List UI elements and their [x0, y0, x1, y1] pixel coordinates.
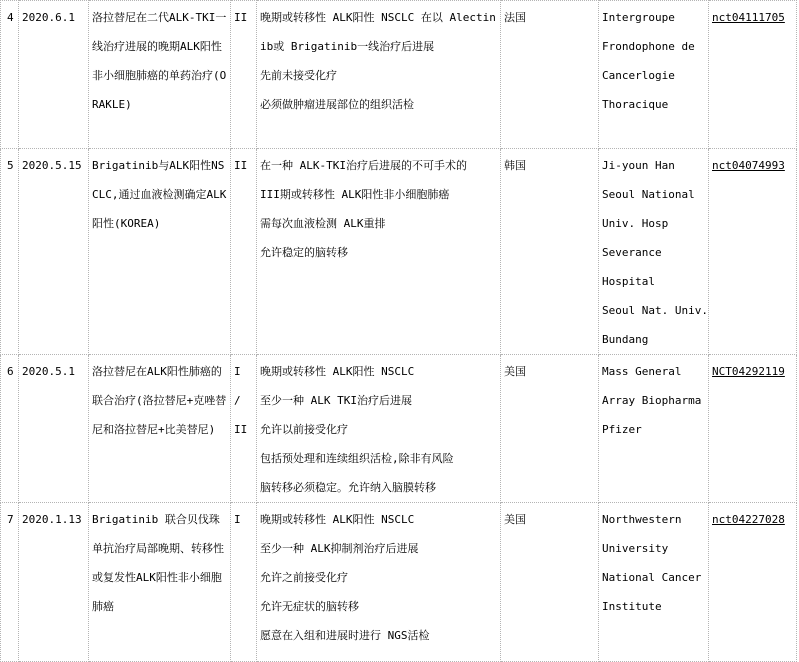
sponsor-cell — [599, 355, 709, 503]
criteria-line: 需每次血液检测 ALK重排 — [260, 217, 386, 230]
sponsor-cell — [599, 149, 709, 355]
criteria-line: 在一种 ALK-TKI治疗后进展的不可手术的 — [260, 159, 467, 172]
country-cell — [501, 355, 599, 503]
nct-link[interactable]: NCT04292119 — [712, 365, 785, 378]
sponsor-line: Seoul Nat. Univ. — [602, 304, 708, 317]
trial-country: 法国 — [504, 11, 526, 24]
criteria-line: 晚期或转移性 ALK阳性 NSCLC — [260, 365, 415, 378]
criteria-cell — [257, 355, 501, 503]
nct-link[interactable]: nct04111705 — [712, 11, 785, 24]
sponsor-line: Institute — [602, 600, 662, 613]
title-cell — [89, 149, 231, 355]
trial-phase: I — [234, 513, 241, 526]
criteria-line: 至少一种 ALK抑制剂治疗后进展 — [260, 542, 419, 555]
country-cell — [501, 149, 599, 355]
sponsor-line: National Cancer — [602, 571, 702, 584]
sponsor-line: Thoracique — [602, 98, 669, 111]
nct-link[interactable]: nct04227028 — [712, 513, 785, 526]
nct-cell — [709, 1, 797, 149]
date-cell — [19, 355, 89, 503]
table-row — [1, 355, 797, 503]
criteria-line: 愿意在入组和进展时进行 NGS活检 — [260, 629, 430, 642]
sponsor-line: Severance — [602, 246, 662, 259]
trial-country: 韩国 — [504, 159, 526, 172]
phase-cell — [231, 149, 257, 355]
phase-cell — [231, 503, 257, 662]
row-number-cell — [1, 1, 19, 149]
criteria-cell — [257, 1, 501, 149]
trial-phase: I / II — [234, 365, 248, 436]
criteria-line: 允许以前接受化疗 — [260, 423, 348, 436]
nct-cell — [709, 355, 797, 503]
trial-phase: II — [234, 159, 248, 172]
trial-title: 洛拉替尼在ALK阳性肺癌的联合治疗(洛拉替尼+克唑替尼和洛拉替尼+比美替尼) — [92, 365, 227, 436]
criteria-line: 允许无症状的脑转移 — [260, 600, 359, 613]
row-number: 7 — [7, 513, 14, 526]
criteria-line: 必须做肿瘤进展部位的组织活检 — [260, 98, 414, 111]
table-body — [1, 1, 797, 662]
trial-title: Brigatinib与ALK阳性NSCLC,通过血液检测确定ALK阳性(KOREA) — [92, 159, 227, 230]
nct-cell — [709, 149, 797, 355]
date-cell — [19, 503, 89, 662]
criteria-line: 晚期或转移性 ALK阳性 NSCLC — [260, 513, 415, 526]
trial-title: Brigatinib 联合贝伐珠单抗治疗局部晚期、转移性或复发性ALK阳性非小细胞肺癌 — [92, 513, 224, 613]
sponsor-line: Northwestern — [602, 513, 682, 526]
nct-link[interactable]: nct04074993 — [712, 159, 785, 172]
sponsor-line: Ji-youn Han — [602, 159, 675, 172]
country-cell — [501, 503, 599, 662]
table-row — [1, 1, 797, 149]
criteria-cell — [257, 149, 501, 355]
criteria-line: 包括预处理和连续组织活检,除非有风险 — [260, 452, 454, 465]
date-cell — [19, 1, 89, 149]
sponsor-line: Frondophone de — [602, 40, 695, 53]
row-number-cell — [1, 149, 19, 355]
trial-country: 美国 — [504, 513, 526, 526]
row-number-cell — [1, 503, 19, 662]
sponsor-line: Cancerlogie — [602, 69, 675, 82]
criteria-line: 脑转移必须稳定。允许纳入脑膜转移 — [260, 481, 436, 494]
criteria-line: 至少一种 ALK TKI治疗后进展 — [260, 394, 412, 407]
criteria-line: 允许之前接受化疗 — [260, 571, 348, 584]
criteria-line: III期或转移性 ALK阳性非小细胞肺癌 — [260, 188, 450, 201]
trial-title: 洛拉替尼在二代ALK-TKI一线治疗进展的晚期ALK阳性非小细胞肺癌的单药治疗(ORAKLE) — [92, 11, 227, 111]
table-row — [1, 149, 797, 355]
criteria-line: 先前未接受化疗 — [260, 69, 337, 82]
table-row — [1, 503, 797, 662]
trial-date: 2020.1.13 — [22, 513, 82, 526]
sponsor-line: Seoul National — [602, 188, 695, 201]
sponsor-line: Array Biopharma — [602, 394, 702, 407]
title-cell — [89, 1, 231, 149]
trial-country: 美国 — [504, 365, 526, 378]
sponsor-line: Hospital — [602, 275, 655, 288]
sponsor-line: Bundang — [602, 333, 649, 346]
country-cell — [501, 1, 599, 149]
sponsor-line: Univ. Hosp — [602, 217, 669, 230]
trial-date: 2020.5.15 — [22, 159, 82, 172]
sponsor-line: Mass General — [602, 365, 682, 378]
sponsor-cell — [599, 1, 709, 149]
nct-cell — [709, 503, 797, 662]
row-number: 5 — [7, 159, 14, 172]
date-cell — [19, 149, 89, 355]
sponsor-line: Intergroupe — [602, 11, 675, 24]
row-number: 4 — [7, 11, 14, 24]
row-number: 6 — [7, 365, 14, 378]
phase-cell — [231, 355, 257, 503]
phase-cell — [231, 1, 257, 149]
row-number-cell — [1, 355, 19, 503]
sponsor-line: University — [602, 542, 669, 555]
trial-date: 2020.6.1 — [22, 11, 75, 24]
trial-date: 2020.5.1 — [22, 365, 75, 378]
title-cell — [89, 355, 231, 503]
title-cell — [89, 503, 231, 662]
criteria-cell — [257, 503, 501, 662]
criteria-line: 晚期或转移性 ALK阳性 NSCLC 在以 Alectinib或 Brigatinib一线治疗后进展 — [260, 11, 496, 53]
sponsor-line: Pfizer — [602, 423, 642, 436]
trial-phase: II — [234, 11, 248, 24]
criteria-line: 允许稳定的脑转移 — [260, 246, 348, 259]
sponsor-cell — [599, 503, 709, 662]
